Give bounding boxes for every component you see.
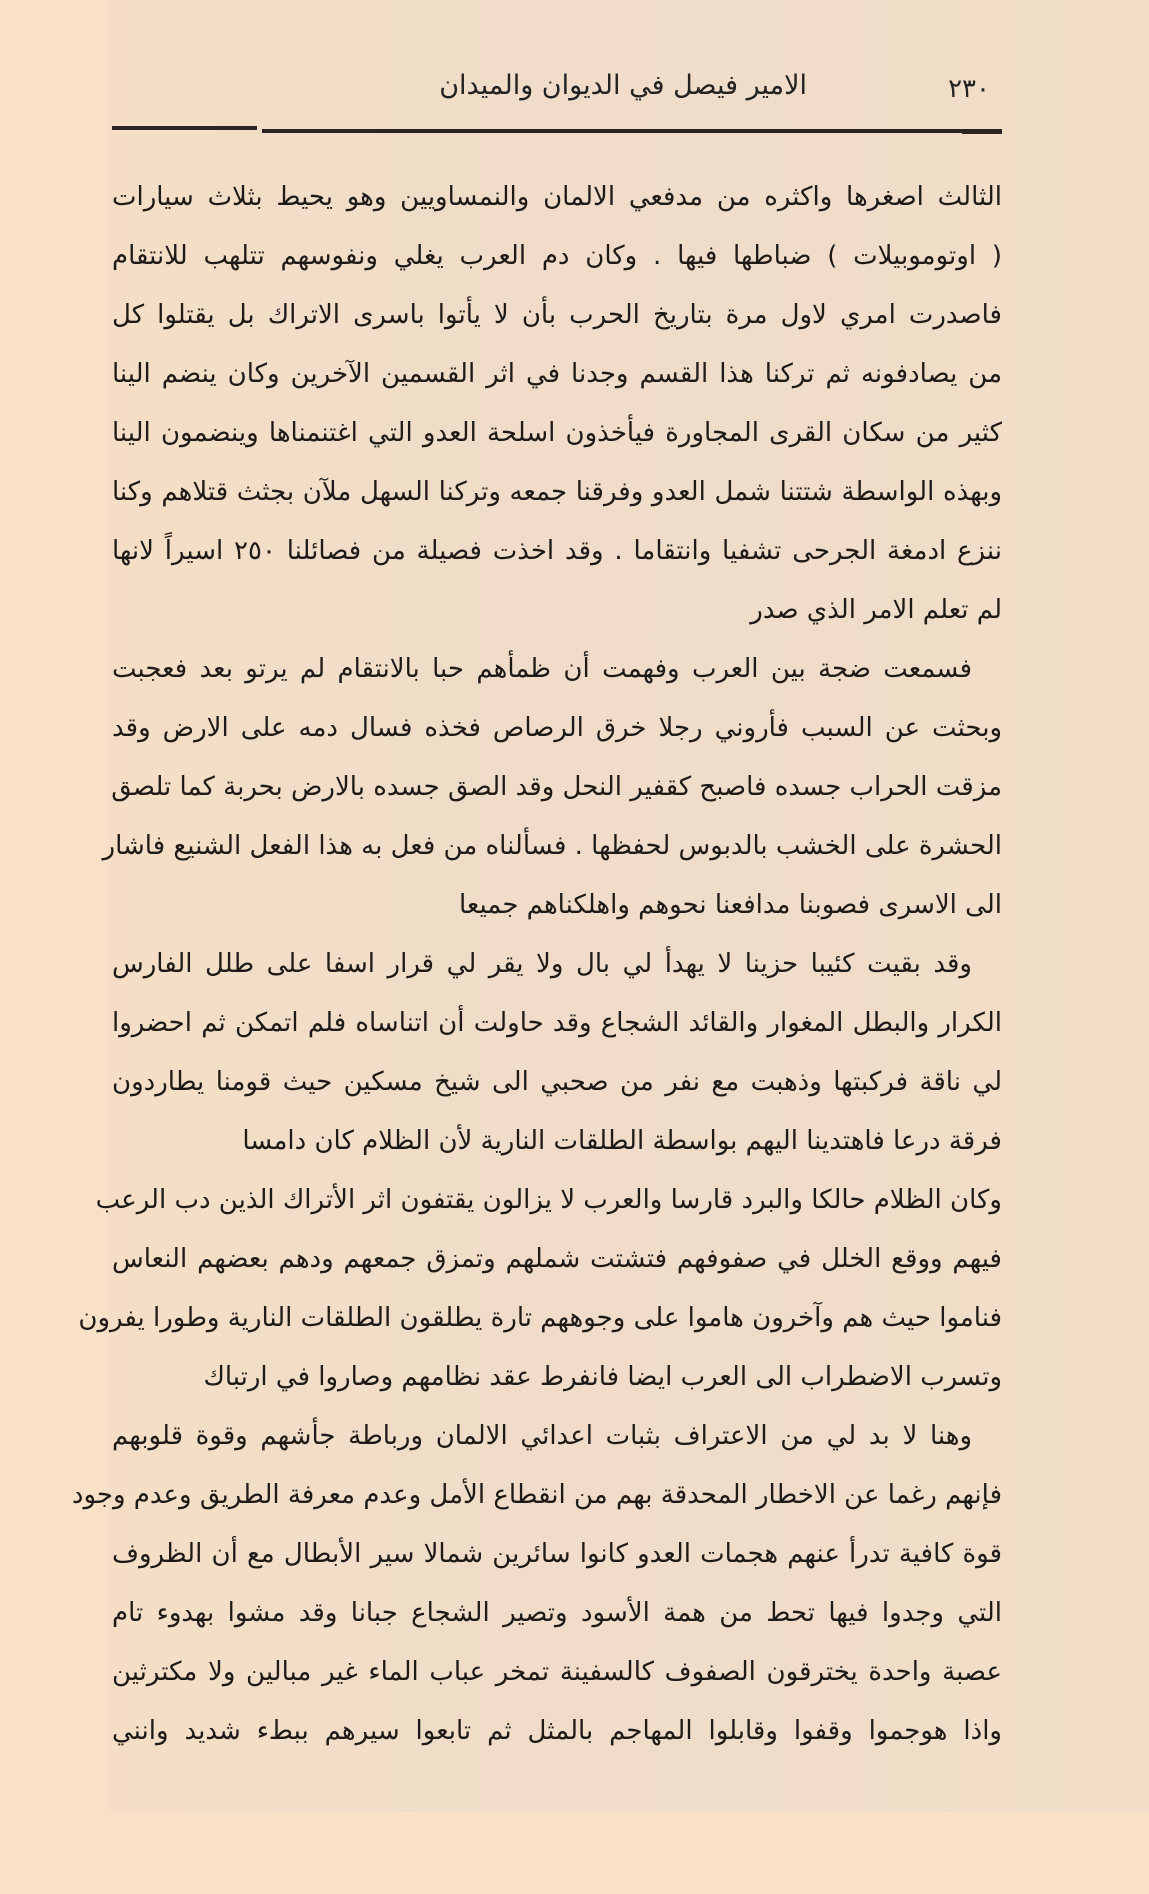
text-line: كثير من سكان القرى المجاورة فيأخذون اسلحة العدو التي اغتنمناها وينضمون الينا: [112, 418, 1002, 448]
text-line: من يصادفونه ثم تركنا هذا القسم وجدنا في اثر القسمين الآخرين وكان ينضم الينا: [112, 359, 1002, 389]
text-line: فإنهم رغما عن الاخطار المحدقة بهم من انقطاع الأمل وعدم معرفة الطريق وعدم وجود: [71, 1480, 1002, 1510]
text-line: ننزع ادمغة الجرحى تشفيا وانتقاما . وقد اخذت فصيلة من فصائلنا ٢٥٠ اسيراً لانها: [112, 536, 1002, 566]
header-rule-long: [262, 129, 1002, 133]
text-line: عصبة واحدة يخترقون الصفوف كالسفينة تمخر عباب الماء غير مبالين ولا مكترثين: [112, 1657, 1002, 1687]
text-line: الكرار والبطل المغوار والقائد الشجاع وقد حاولت أن اتناساه فلم اتمكن ثم احضروا: [112, 1008, 1002, 1038]
text-line: فاصدرت امري لاول مرة بتاريخ الحرب بأن لا يأتوا باسرى الاتراك بل يقتلوا كل: [112, 300, 1002, 330]
text-line: مزقت الحراب جسده فاصبح كقفير النحل وقد الصق جسده بالارض بحربة كما تلصق: [111, 772, 1002, 802]
text-line: واذا هوجموا وقفوا وقابلوا المهاجم بالمثل ثم تابعوا سيرهم ببطء شديد وانني: [112, 1716, 1002, 1746]
text-line: التي وجدوا فيها تحط من همة الأسود وتصير الشجاع جبانا وقد مشوا بهدوء تام: [112, 1598, 1002, 1628]
text-line: قوة كافية تدرأ عنهم هجمات العدو كانوا سائرين شمالا سير الأبطال مع أن الظروف: [112, 1539, 1002, 1569]
header-rule-short: [112, 126, 257, 130]
page-number: ٢٣٠: [948, 74, 990, 104]
text-line: فرقة درعا فاهتدينا اليهم بواسطة الطلقات النارية لأن الظلام كان دامسا: [242, 1126, 1002, 1156]
paragraph-1: [112, 168, 1002, 640]
text-line: وتسرب الاضطراب الى العرب ايضا فانفرط عقد نظامهم وصاروا في ارتباك: [203, 1362, 1002, 1392]
text-line: وكان الظلام حالكا والبرد قارسا والعرب لا يزالون يقتفون اثر الأتراك الذين دب الرعب: [95, 1185, 1002, 1215]
text-line: الحشرة على الخشب بالدبوس لحفظها . فسألناه من فعل به هذا الفعل الشنيع فاشار: [102, 831, 1002, 861]
text-line: وهنا لا بد لي من الاعتراف بثبات اعدائي الالمان ورباطة جأشهم وقوة قلوبهم: [112, 1421, 972, 1451]
paragraph-4: [78, 1171, 1002, 1407]
text-line: فسمعت ضجة بين العرب وفهمت أن ظمأهم حبا بالانتقام لم يرتو بعد فعجبت: [112, 654, 972, 684]
text-line: وبحثت عن السبب فأروني رجلا خرق الرصاص فخذه فسال دمه على الارض وقد: [112, 713, 1002, 743]
body-text: [71, 168, 1002, 1761]
running-head: [112, 68, 1002, 112]
text-line: الى الاسرى فصوبنا مدافعنا نحوهم واهلكناهم جميعا: [458, 890, 1002, 920]
text-line: الثالث اصغرها واكثره من مدفعي الالمان والنمساويين وهو يحيط بثلاث سيارات: [112, 182, 1002, 212]
text-line: ( اوتوموبيلات ) ضباطها فيها . وكان دم العرب يغلي ونفوسهم تتلهب للانتقام: [112, 241, 1002, 271]
text-line: لي ناقة فركبتها وذهبت مع نفر من صحبي الى شيخ مسكين حيث قومنا يطاردون: [112, 1067, 1002, 1097]
running-title: الامير فيصل في الديوان والميدان: [439, 70, 807, 101]
paragraph-3: [112, 935, 1002, 1171]
text-line: وبهذه الواسطة شتتنا شمل العدو وفرقنا جمعه وتركنا السهل ملآن بجثث قتلاهم وكنا: [112, 477, 1002, 507]
text-line: لم تعلم الامر الذي صدر: [750, 595, 1002, 625]
text-line: فناموا حيث هم وآخرون هاموا على وجوههم تارة يطلقون الطلقات النارية وطورا يفرون: [78, 1303, 1002, 1333]
paragraph-5: [71, 1407, 1002, 1761]
paragraph-2: [102, 640, 1002, 935]
text-line: وقد بقيت كئيبا حزينا لا يهدأ لي بال ولا يقر لي قرار اسفا على طلل الفارس: [112, 949, 972, 979]
text-line: فيهم ووقع الخلل في صفوفهم فتشتت شملهم وتمزق جمعهم ودهم بعضهم النعاس: [112, 1244, 1002, 1274]
